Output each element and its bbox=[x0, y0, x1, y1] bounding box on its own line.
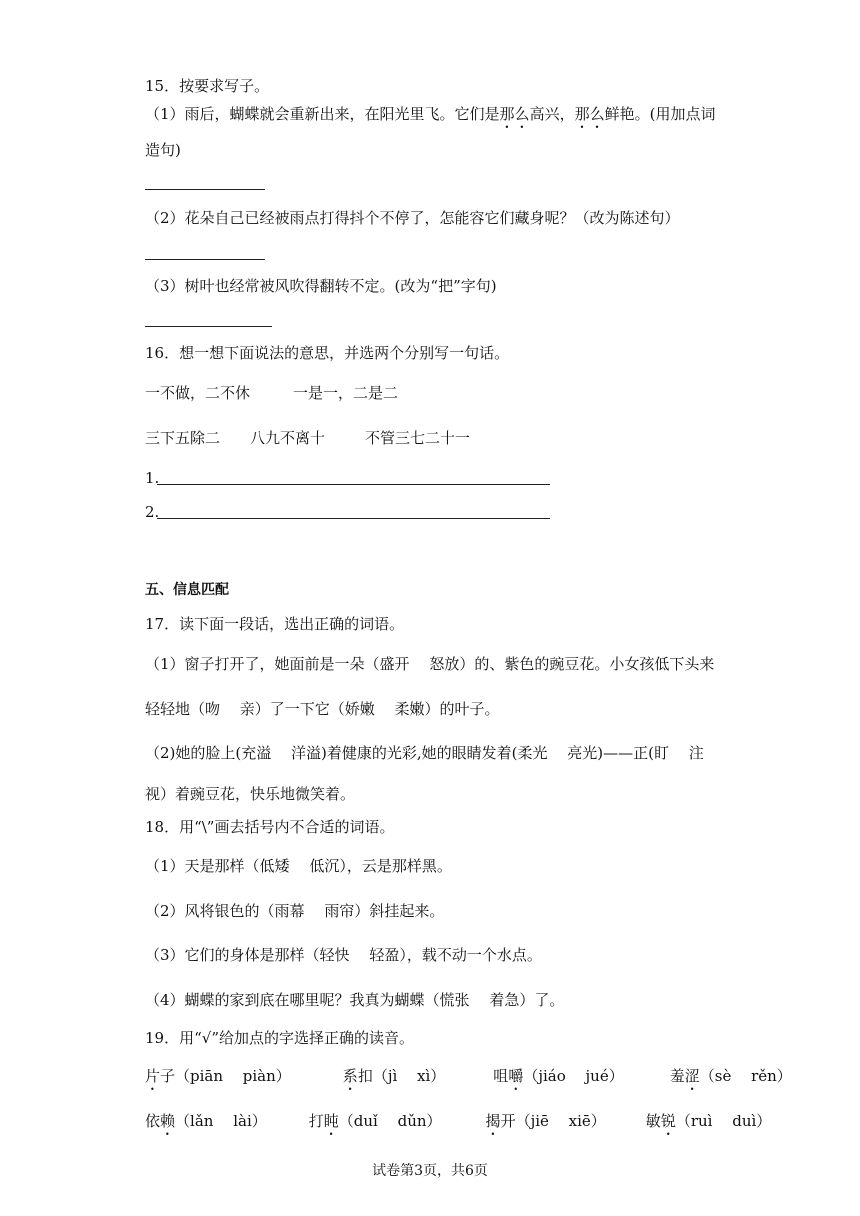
q15-item1-text-b: 高兴， bbox=[529, 105, 575, 123]
plain-char: 打 bbox=[308, 1112, 324, 1130]
q15-title: 15．按要求写子。 bbox=[145, 77, 270, 95]
q16-answer-label-2: 2. bbox=[145, 503, 160, 521]
pinyin-options: （sè rěn） bbox=[699, 1067, 792, 1085]
q15-answer-line-2[interactable] bbox=[145, 259, 265, 260]
q16-title: 16．想一想下面说法的意思，并选两个分别写一句话。 bbox=[145, 344, 510, 362]
phrase-2: 一是一，二是二 bbox=[293, 384, 399, 402]
plain-char: 敏 bbox=[645, 1112, 661, 1130]
dotted-char: 片 bbox=[145, 1067, 161, 1085]
q15-item3: （3）树叶也经常被风吹得翻转不定。(改为“把”字句) bbox=[145, 277, 497, 295]
q16-answer-line-1[interactable] bbox=[157, 484, 550, 485]
q15-answer-line-3[interactable] bbox=[145, 326, 272, 327]
q15-item1-dotted-word-2: 那么 bbox=[574, 105, 605, 123]
q18-item-3: （3）它们的身体是那样（轻快 轻盈），载不动一个水点。 bbox=[145, 946, 542, 964]
q18-item-1: （1）天是那样（低矮 低沉），云是那样黑。 bbox=[145, 857, 452, 875]
q19-row-2 bbox=[145, 1111, 771, 1139]
pinyin-item bbox=[145, 1112, 267, 1130]
pinyin-options: （ruì duì） bbox=[675, 1112, 772, 1130]
pinyin-options: 开（jiē xiē） bbox=[500, 1112, 606, 1130]
dotted-char: 嚼 bbox=[508, 1067, 524, 1085]
dotted-char: 涩 bbox=[684, 1067, 700, 1085]
pinyin-item bbox=[343, 1067, 446, 1085]
pinyin-options: （jiáo jué） bbox=[523, 1067, 624, 1085]
phrase-4: 八九不离十 bbox=[250, 429, 326, 447]
q17-line-3: （2)她的脸上(充溢 洋溢)着健康的光彩,她的眼睛发着(柔光 亮光)——正(盯 注 bbox=[145, 744, 704, 762]
q18-item-4: （4）蝴蝶的家到底在哪里呢？我真为蝴蝶（慌张 着急）了。 bbox=[145, 991, 565, 1009]
plain-char: 羞 bbox=[669, 1067, 685, 1085]
pinyin-item bbox=[670, 1067, 792, 1085]
q15-item1-text-c: 鲜艳。(用加点词 bbox=[604, 105, 716, 123]
pinyin-options: 子（piān piàn） bbox=[160, 1067, 291, 1085]
dotted-char: 系 bbox=[342, 1067, 358, 1085]
section-title: 五、信息匹配 bbox=[145, 582, 229, 598]
pinyin-options: （duǐ dǔn） bbox=[338, 1112, 442, 1130]
pinyin-item bbox=[486, 1112, 606, 1130]
pinyin-item bbox=[646, 1112, 772, 1130]
pinyin-item bbox=[309, 1112, 442, 1130]
q16-answer-line-2[interactable] bbox=[157, 518, 550, 519]
q19-row-1 bbox=[145, 1066, 792, 1094]
dotted-char: 揭 bbox=[485, 1112, 501, 1130]
dotted-char: 赖 bbox=[160, 1112, 176, 1130]
q16-phrases-row2 bbox=[145, 428, 470, 448]
q16-answer-label-1: 1. bbox=[145, 469, 160, 487]
plain-char: 咀 bbox=[493, 1067, 509, 1085]
dotted-char: 盹 bbox=[323, 1112, 339, 1130]
phrase-1: 一不做，二不休 bbox=[145, 384, 251, 402]
q18-item-2: （2）风将银色的（雨幕 雨帘）斜挂起来。 bbox=[145, 902, 445, 920]
q17-title: 17．读下面一段话，选出正确的词语。 bbox=[145, 615, 405, 633]
q17-line-4: 视）着豌豆花，快乐地微笑着。 bbox=[145, 785, 356, 803]
q17-line-2: 轻轻地（吻 亲）了一下它（娇嫩 柔嫩）的叶子。 bbox=[145, 700, 500, 718]
phrase-5: 不管三七二十一 bbox=[365, 429, 471, 447]
q15-item2: （2）花朵自己已经被雨点打得抖个不停了，怎能容它们藏身呢？（改为陈述句） bbox=[145, 209, 680, 227]
pinyin-item bbox=[493, 1067, 623, 1085]
pinyin-item bbox=[145, 1067, 291, 1085]
q18-title: 18．用“\”画去括号内不合适的词语。 bbox=[145, 818, 395, 836]
q15-item1-dotted-word-1: 那么 bbox=[499, 105, 530, 123]
q15-item1 bbox=[145, 104, 715, 132]
q15-item1-text-a: （1）雨后，蝴蝶就会重新出来，在阳光里飞。它们是 bbox=[145, 105, 500, 123]
pinyin-options: 扣（jì xì） bbox=[357, 1067, 446, 1085]
q15-answer-line-1[interactable] bbox=[145, 189, 265, 190]
page-footer: 试卷第3页，共6页 bbox=[372, 1163, 488, 1179]
q15-item1-cont: 造句) bbox=[145, 141, 181, 159]
q19-title: 19．用“√”给加点的字选择正确的读音。 bbox=[145, 1029, 414, 1047]
q17-line-1: （1）窗子打开了，她面前是一朵（盛开 怒放）的、紫色的豌豆花。小女孩低下头来 bbox=[145, 655, 715, 673]
pinyin-options: （lǎn lài） bbox=[175, 1112, 267, 1130]
phrase-3: 三下五除二 bbox=[145, 429, 221, 447]
q16-phrases-row1 bbox=[145, 383, 398, 403]
dotted-char: 锐 bbox=[660, 1112, 676, 1130]
plain-char: 依 bbox=[145, 1112, 161, 1130]
